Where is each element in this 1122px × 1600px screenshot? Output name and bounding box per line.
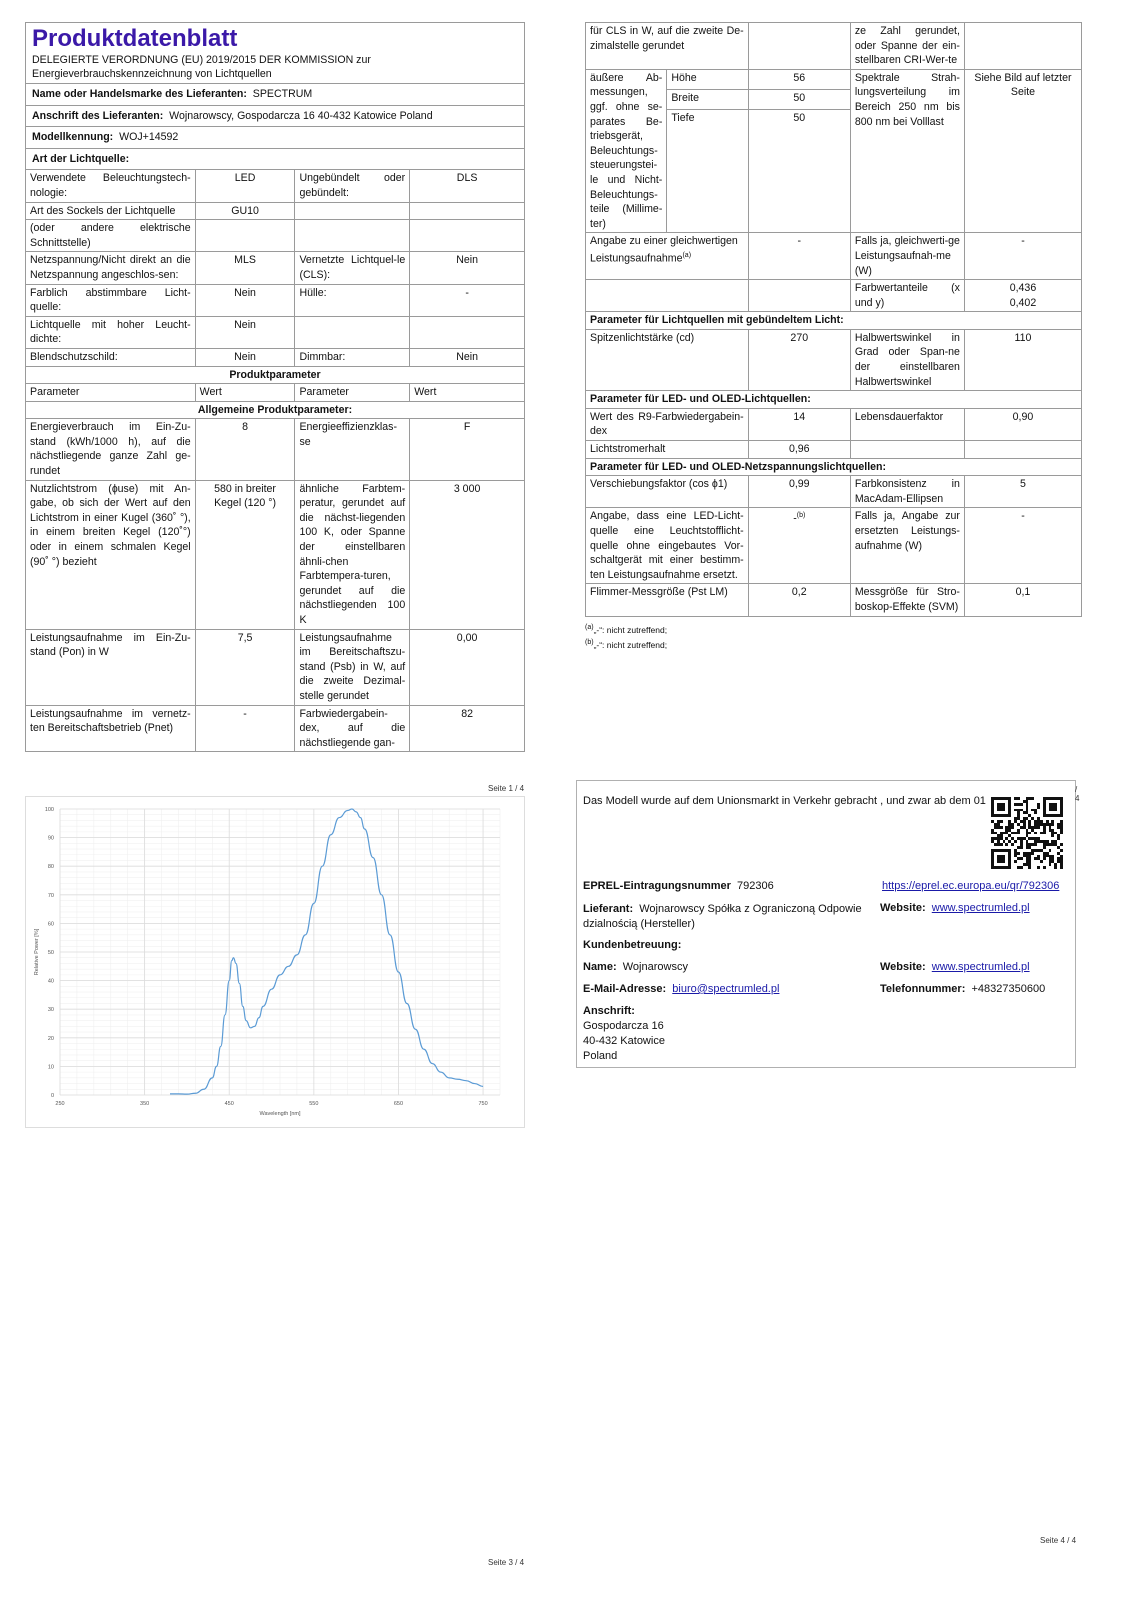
y-tick-label: 60: [47, 921, 54, 928]
led-param-value-2: 0,90: [964, 408, 1081, 440]
footnote-a: [585, 621, 1082, 637]
website-2-label: Website:: [880, 961, 926, 973]
x-tick-label: 250: [55, 1101, 65, 1107]
type-param-value-2: Nein: [410, 252, 525, 284]
qr-module: [1057, 837, 1060, 840]
document-title: Produktdatenblatt: [32, 25, 238, 52]
qr-module: [1043, 832, 1046, 835]
qr-module: [1049, 863, 1052, 866]
general-param-value: 7,5: [195, 629, 295, 705]
cont-param-value: [748, 23, 850, 70]
continuation-row: [586, 23, 1082, 70]
eprel-number: 792306: [737, 880, 774, 892]
dimensions-row: [586, 69, 1082, 89]
general-param-label: Leistungsaufnahme im Ein-Zu-stand (Pon) in W: [26, 629, 196, 705]
qr-module: [1000, 843, 1003, 846]
led-param-label-2: Lebensdauerfaktor: [850, 408, 964, 440]
y-tick-label: 90: [47, 835, 54, 842]
mains-param-value-2: 5: [964, 476, 1081, 508]
type-row: [26, 348, 525, 366]
type-param-value: Nein: [195, 348, 295, 366]
general-param-row: [26, 480, 525, 629]
product-params-table: [25, 366, 525, 753]
footnote-b-text: „-“: nicht zutreffend;: [593, 640, 668, 651]
phone-number: +48327350600: [971, 983, 1046, 995]
mains-param-label-2: Falls ja, Angabe zur ersetzten Leistungs-aufnahme (W): [850, 508, 964, 584]
type-param-label: Blendschutzschild:: [26, 348, 196, 366]
col-header-wert-2: Wert: [410, 384, 525, 402]
supplier-address: Wojnarowscy, Gospodarcza 16 40-432 Katowice Poland: [169, 109, 433, 122]
page-3-chart-panel: [25, 796, 525, 1128]
type-table: [25, 169, 525, 366]
type-param-label-2: Ungebündelt oder gebündelt:: [295, 170, 410, 202]
address-label: Anschrift:: [583, 1005, 635, 1017]
cont-param-value-2: [964, 23, 1081, 70]
x-tick-label: 750: [478, 1101, 488, 1107]
chromaticity-row: [586, 280, 1082, 312]
mains-param-value-2: -: [964, 508, 1081, 584]
equiv-power-label-2: Falls ja, gleichwerti-ge Leistungsaufnah-me (W): [850, 233, 964, 280]
qr-module: [1034, 811, 1037, 814]
general-param-row: [26, 629, 525, 705]
general-param-value: -: [195, 705, 295, 752]
equiv-power-row: [586, 233, 1082, 280]
qr-module: [1017, 832, 1020, 835]
spectrum-series-line: [170, 809, 483, 1094]
page1-header-table: [25, 22, 525, 170]
led-param-value-2: [964, 441, 1081, 459]
led-param-value: 14: [748, 408, 850, 440]
website-2-link[interactable]: www.spectrumled.pl: [931, 961, 1030, 973]
general-param-row: [26, 419, 525, 480]
general-param-label: Energieverbrauch im Ein-Zu-stand (kWh/1000 h), auf die nächstliegende ganze Zahl ge-rundet: [26, 419, 196, 480]
x-axis-label: Wavelength [nm]: [259, 1111, 301, 1117]
qr-module: [1000, 820, 1003, 823]
y-tick-label: 20: [47, 1035, 54, 1042]
type-param-label-2: Dimmbar:: [295, 348, 410, 366]
general-param-label: Leistungsaufnahme im vernetz-ten Bereitschaftsbetrieb (Pnet): [26, 705, 196, 752]
spectral-value: Siehe Bild auf letzter Seite: [964, 69, 1081, 233]
qr-module: [1005, 843, 1008, 846]
type-param-label: Farblich abstimmbare Licht-quelle:: [26, 284, 196, 316]
led-row: [586, 408, 1082, 440]
equiv-power-value: -: [748, 233, 850, 280]
regulation-line-2: Energieverbrauchskennzeichnung von Lichtquellen: [32, 68, 272, 80]
led-param-value: 0,96: [748, 441, 850, 459]
led-header: Parameter für LED- und OLED-Lichtquellen:: [586, 391, 1082, 409]
qr-module: [1008, 866, 1011, 869]
dim-depth-label: Tiefe: [667, 110, 748, 233]
supplier-address-label: Anschrift des Lieferanten:: [32, 109, 164, 122]
qr-module: [1034, 843, 1037, 846]
spectral-chart: [26, 797, 524, 1127]
type-param-label: Netzspannung/Nicht direkt an die Netzspannung angeschlos-sen:: [26, 252, 196, 284]
qr-module: [1020, 803, 1023, 806]
directional-header: Parameter für Lichtquellen mit gebündeltem Licht:: [586, 312, 1082, 330]
address-line-1: Gospodarcza 16: [583, 1020, 664, 1032]
qr-module: [1054, 866, 1057, 869]
chromaticity-y: 0,402: [1009, 296, 1037, 309]
qr-module: [1040, 860, 1043, 863]
type-param-value-2: [410, 202, 525, 220]
type-param-value-2: -: [410, 284, 525, 316]
page-4: [576, 780, 1080, 1068]
type-param-label: (oder andere elektrische Schnittstelle): [26, 220, 196, 252]
page2-table: [585, 22, 1082, 617]
qr-module: [1043, 866, 1046, 869]
general-param-label: Nutzlichtstrom (ɸuse) mit An-gabe, ob sich der Wert auf den Lichtstrom in einer Kugel (360˚ °), in einem breiten Kegel (120˚°) oder in einem schmalen Kegel (90˚ °) bezieht: [26, 480, 196, 629]
qr-module: [1031, 797, 1034, 800]
type-row: [26, 170, 525, 202]
directional-row: [586, 329, 1082, 390]
dim-height-value: 56: [748, 69, 850, 89]
dimensions-label: äußere Ab-messungen, ggf. ohne se-parates Be-triebsgerät, Beleuchtungs-steuerungstei-le und Nicht-Beleuchtungs-teile (Millime-ter): [586, 69, 667, 233]
col-header-wert: Wert: [195, 384, 295, 402]
dim-width-label: Breite: [667, 90, 748, 110]
page-2: [585, 22, 1082, 652]
peak-intensity-label: Spitzenlichtstärke (cd): [586, 329, 749, 390]
website-label: Website:: [880, 902, 926, 914]
equiv-power-label: Angabe zu einer gleichwertigen Leistungsaufnahme: [590, 235, 738, 265]
qr-module: [1011, 826, 1014, 829]
qr-module: [1043, 857, 1046, 860]
type-param-label: Art des Sockels der Lichtquelle: [26, 202, 196, 220]
type-param-value-2: DLS: [410, 170, 525, 202]
qr-module: [1020, 866, 1023, 869]
peak-intensity-value: 270: [748, 329, 850, 390]
type-param-value-2: [410, 220, 525, 252]
mains-param-value: -$^{(b)}$: [748, 508, 850, 584]
y-tick-label: 40: [47, 978, 54, 985]
qr-module: [1017, 852, 1020, 855]
footnote-mark-a: (a): [682, 251, 692, 259]
qr-module: [1037, 826, 1040, 829]
qr-module: [1054, 809, 1057, 812]
eprel-link[interactable]: https://eprel.ec.europa.eu/qr/792306: [882, 880, 1060, 892]
spectral-label: Spektrale Strah-lungsverteilung im Bereich 250 nm bis 800 nm bei Volllast: [850, 69, 964, 233]
mains-param-value: 0,99: [748, 476, 850, 508]
type-param-label: Lichtquelle mit hoher Leucht-dichte:: [26, 316, 196, 348]
mains-param-label-2: Farbkonsistenz in MacAdam-Ellipsen: [850, 476, 964, 508]
qr-module: [1051, 834, 1054, 837]
type-param-label-2: Hülle:: [295, 284, 410, 316]
type-param-label-2: [295, 316, 410, 348]
general-param-label-2: Farbwiedergabein-dex, auf die nächstliegende gan-: [295, 705, 410, 752]
contact-name: Wojnarowscy: [622, 961, 688, 973]
page-number-3: Seite 3 / 4: [488, 1558, 525, 1567]
qr-module: [1060, 832, 1063, 835]
general-param-value: 580 in breiter Kegel (120 °): [195, 480, 295, 629]
qr-module: [1028, 866, 1031, 869]
address-line-3: Poland: [583, 1050, 618, 1062]
type-param-value: [195, 220, 295, 252]
type-param-value: GU10: [195, 202, 295, 220]
type-row: [26, 220, 525, 252]
dim-height-label: Höhe: [667, 69, 748, 89]
equiv-power-value-2: -: [964, 233, 1081, 280]
model-label: Modellkennung:: [32, 131, 114, 144]
type-param-value: LED: [195, 170, 295, 202]
qr-module: [1008, 814, 1011, 817]
mains-param-label: Angabe, dass eine LED-Licht-quelle eine Leuchtstofflicht-quelle ohne eingebautes Vor-schaltgerät mit einer bestimm-ten Leistungsaufnahme ersetzt.: [586, 508, 749, 584]
y-tick-label: 30: [47, 1007, 54, 1014]
x-tick-label: 350: [140, 1101, 150, 1107]
address-line-2: 40-432 Katowice: [583, 1035, 665, 1047]
led-param-label: Wert des R9-Farbwiedergabein-dex: [586, 408, 749, 440]
y-tick-label: 70: [47, 892, 54, 899]
x-tick-label: 650: [393, 1101, 404, 1107]
footnote-b: [585, 636, 1082, 652]
qr-module: [1014, 840, 1017, 843]
qr-module: [1043, 846, 1046, 849]
col-header-parameter: Parameter: [26, 384, 196, 402]
website-link[interactable]: www.spectrumled.pl: [931, 902, 1030, 914]
y-tick-label: 10: [47, 1064, 54, 1071]
type-param-value: Nein: [195, 284, 295, 316]
type-param-value-2: Nein: [410, 348, 525, 366]
general-param-label-2: Leistungsaufnahme im Bereitschaftszu-stand (Psb) in W, auf die zweite Dezimal-stelle gerundet: [295, 629, 410, 705]
mains-param-value: 0,2: [748, 584, 850, 616]
eprel-label: EPREL-Eintragungsnummer: [583, 880, 731, 892]
mains-row: [586, 476, 1082, 508]
footnote-a-mark: (a): [585, 623, 594, 631]
beam-angle-label: Halbwertswinkel in Grad oder Span-ne der einstellbaren Halbwertswinkel: [850, 329, 964, 390]
market-placement-text: Das Modell wurde auf dem Unionsmarkt in Verkehr gebracht , und zwar ab dem 01: [583, 795, 986, 807]
cont-param-label-2: ze Zahl gerundet, oder Spanne der ein-stellbaren CRI-Wer-te: [850, 23, 964, 70]
qr-module: [1028, 832, 1031, 835]
x-tick-label: 450: [224, 1101, 234, 1107]
customer-support-label: Kundenbetreuung:: [583, 939, 682, 951]
qr-module: [1000, 826, 1003, 829]
led-param-label-2: [850, 441, 964, 459]
qr-module: [1034, 832, 1037, 835]
y-tick-label: 100: [44, 807, 54, 813]
general-param-value-2: 82: [410, 705, 525, 752]
qr-module: [1017, 797, 1020, 800]
qr-module: [1014, 860, 1017, 863]
footnote-mark-b: (b): [796, 512, 806, 520]
general-param-label-2: ähnliche Farbtem-peratur, gerundet auf die nächst-liegenden 100 K, oder Spanne der einstellbaren ähnli-chen Farbtempera-turen, gerundet auf die nächstliegenden 100 K: [295, 480, 410, 629]
supplier-name-label: Name oder Handelsmarke des Lieferanten:: [32, 88, 247, 100]
supplier-name: SPECTRUM: [252, 88, 313, 100]
y-axis-label: Relative Power [%]: [34, 928, 40, 976]
general-param-label-2: Energieeffizienzklas-se: [295, 419, 410, 480]
mains-header: Parameter für LED- und OLED-Netzspannungslichtquellen:: [586, 458, 1082, 476]
regulation-line-1: DELEGIERTE VERORDNUNG (EU) 2019/2015 DER KOMMISSION zur: [32, 54, 371, 66]
type-row: [26, 316, 525, 348]
qr-module: [1011, 843, 1014, 846]
type-param-value: MLS: [195, 252, 295, 284]
general-param-value-2: 3 000: [410, 480, 525, 629]
type-param-label-2: [295, 202, 410, 220]
qr-module: [1060, 866, 1063, 869]
mains-param-label: Verschiebungsfaktor (cos ϕ1): [586, 476, 749, 508]
mains-param-label: Flimmer-Messgröße (Pst LM): [586, 584, 749, 616]
general-param-row: [26, 705, 525, 752]
led-row: [586, 441, 1082, 459]
page-4-corner-number: / 4: [1075, 785, 1080, 803]
qr-module: [1049, 849, 1052, 852]
x-tick-label: 550: [309, 1101, 319, 1107]
y-tick-label: 0: [50, 1093, 54, 1099]
model-id: WOJ+14592: [119, 131, 179, 144]
type-row: [26, 202, 525, 220]
qr-module: [1060, 814, 1063, 817]
supplier-label: Lieferant:: [583, 903, 634, 915]
y-tick-label: 80: [47, 864, 54, 871]
qr-module: [1060, 843, 1063, 846]
qr-module: [1051, 823, 1054, 826]
page-1: [25, 22, 525, 752]
footnote-a-text: „-“: nicht zutreffend;: [593, 624, 668, 635]
footnote-b-mark: (b): [585, 639, 594, 647]
chromaticity-x: 0,436: [1009, 282, 1037, 295]
dim-depth-value: 50: [748, 110, 850, 233]
qr-module: [1060, 849, 1063, 852]
type-param-value: Nein: [195, 316, 295, 348]
type-param-label-2: Vernetzte Lichtquel-le (CLS):: [295, 252, 410, 284]
led-param-label: Lichtstromerhalt: [586, 441, 749, 459]
type-param-value-2: [410, 316, 525, 348]
phone-label: Telefonnummer:: [880, 983, 966, 995]
general-param-value-2: 0,00: [410, 629, 525, 705]
general-params-header: Allgemeine Produktparameter:: [26, 401, 525, 419]
page-number-4: Seite 4 / 4: [1040, 1536, 1077, 1545]
general-param-value: 8: [195, 419, 295, 480]
y-tick-label: 50: [47, 950, 54, 956]
dim-width-value: 50: [748, 90, 850, 110]
chromaticity-label: Farbwertanteile (x und y): [850, 280, 964, 312]
qr-module: [1020, 846, 1023, 849]
light-source-type-label: Art der Lichtquelle:: [26, 148, 525, 170]
type-param-label: Verwendete Beleuchtungstech-nologie:: [26, 170, 196, 202]
email-label: E-Mail-Adresse:: [583, 983, 667, 995]
general-param-value-2: F: [410, 419, 525, 480]
qr-module: [1003, 809, 1006, 812]
email-link[interactable]: biuro@spectrumled.pl: [672, 983, 780, 995]
mains-param-value-2: 0,1: [964, 584, 1081, 616]
qr-code[interactable]: [991, 797, 1063, 869]
type-row: [26, 252, 525, 284]
qr-module: [1037, 806, 1040, 809]
product-params-header: Produktparameter: [26, 366, 525, 384]
col-header-parameter-2: Parameter: [295, 384, 410, 402]
mains-row: [586, 508, 1082, 584]
qr-module: [1031, 852, 1034, 855]
page-number-1: Seite 1 / 4: [488, 784, 525, 793]
cont-param-label: für CLS in W, auf die zweite De-zimalstelle gerundet: [586, 23, 749, 70]
supplier-value: Wojnarowscy Spółka z Ograniczoną Odpowie dzialnością (Hersteller): [583, 903, 862, 930]
beam-angle-value: 110: [964, 329, 1081, 390]
mains-row: [586, 584, 1082, 616]
qr-module: [1037, 866, 1040, 869]
qr-module: [1020, 857, 1023, 860]
type-param-label-2: [295, 220, 410, 252]
contact-name-label: Name:: [583, 961, 617, 973]
type-row: [26, 284, 525, 316]
qr-module: [1003, 860, 1006, 863]
mains-param-label-2: Messgröße für Stro-boskop-Effekte (SVM): [850, 584, 964, 616]
